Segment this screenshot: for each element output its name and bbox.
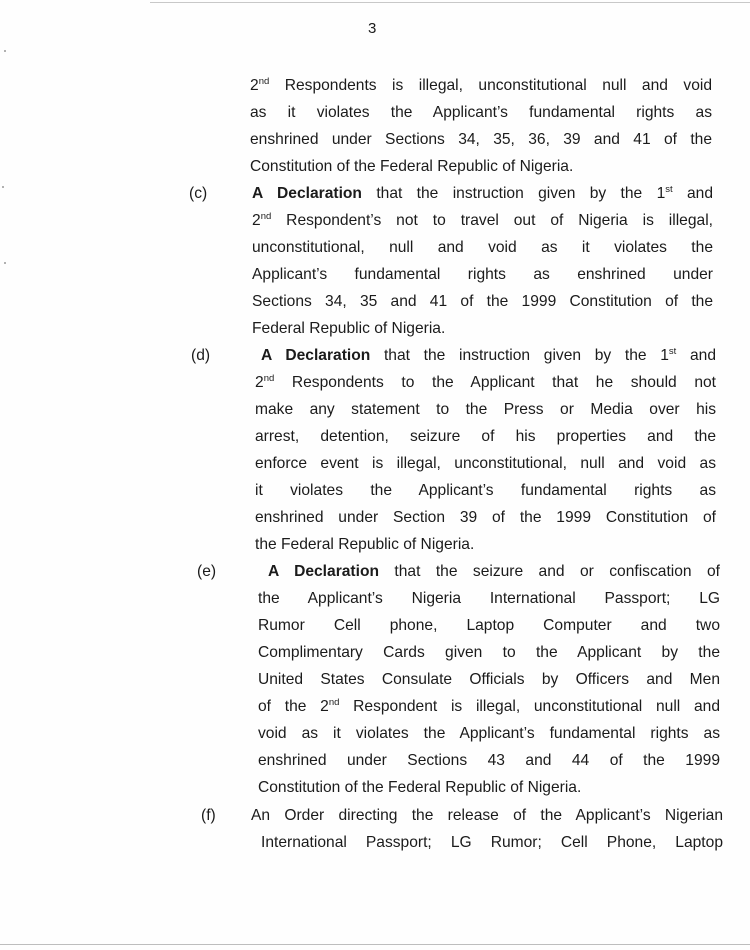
text-line: Federal Republic of Nigeria.	[252, 320, 446, 337]
text-line: A Declaration that the instruction given by the 1st and	[252, 183, 714, 202]
clause-f	[251, 802, 723, 856]
scan-speck	[2, 186, 4, 188]
text-line: enshrined under Sections 34, 35, 36, 39 and 41 of the	[250, 131, 712, 148]
text-line: enshrined under Sections 43 and 44 of the 1999	[258, 752, 720, 769]
text-line: Rumor Cell phone, Laptop Computer and two	[258, 617, 720, 634]
text-line: A Declaration that the seizure and or confiscation of	[268, 563, 720, 580]
scan-speck	[4, 262, 6, 264]
text-line: Complimentary Cards given to the Applicant by the	[258, 644, 720, 661]
scan-edge-top	[150, 2, 750, 3]
clause-e	[258, 558, 720, 801]
text-line: void as it violates the Applicant’s fundamental rights as	[258, 725, 720, 742]
text-line: enforce event is illegal, unconstitutional, null and void as	[255, 455, 716, 472]
page-number: 3	[368, 20, 377, 37]
text-line: Sections 34, 35 and 41 of the 1999 Constitution of the	[252, 293, 713, 310]
text-line: United States Consulate Officials by Officers and Men	[258, 671, 720, 688]
text-line: A Declaration that the instruction given by the 1st and	[261, 345, 716, 364]
text-line: Applicant’s fundamental rights as enshrined under	[252, 266, 713, 283]
text-line: as it violates the Applicant’s fundamental rights as	[250, 104, 712, 121]
text-line: 2nd Respondents is illegal, unconstitutional null and void	[250, 75, 712, 94]
clause-label-c: (c)	[189, 185, 208, 202]
scan-edge-bottom	[0, 944, 750, 945]
clause-c	[252, 180, 713, 342]
text-line: the Applicant’s Nigeria International Passport; LG	[258, 590, 720, 607]
clause-label-e: (e)	[197, 563, 217, 580]
text-line: An Order directing the release of the Applicant’s Nigerian	[251, 807, 723, 824]
text-line: unconstitutional, null and void as it violates the	[252, 239, 713, 256]
text-line: Constitution of the Federal Republic of Nigeria.	[250, 158, 574, 175]
text-line: enshrined under Section 39 of the 1999 Constitution of	[255, 509, 716, 526]
text-line: the Federal Republic of Nigeria.	[255, 536, 475, 553]
text-line: 2nd Respondent’s not to travel out of Nigeria is illegal,	[252, 210, 713, 229]
text-line: arrest, detention, seizure of his properties and the	[255, 428, 716, 445]
text-line: International Passport; LG Rumor; Cell Phone, Laptop	[261, 834, 723, 851]
scan-speck	[4, 50, 6, 52]
text-line: Constitution of the Federal Republic of Nigeria.	[258, 779, 582, 796]
clause-label-f: (f)	[201, 807, 216, 824]
text-line: it violates the Applicant’s fundamental rights as	[255, 482, 716, 499]
text-line: of the 2nd Respondent is illegal, unconstitutional null and	[258, 696, 721, 715]
clause-b-continuation	[250, 72, 712, 180]
clause-d	[255, 342, 716, 558]
text-line: 2nd Respondents to the Applicant that he should not	[255, 372, 716, 391]
text-line: make any statement to the Press or Media over his	[255, 401, 716, 418]
clause-label-d: (d)	[191, 347, 211, 364]
